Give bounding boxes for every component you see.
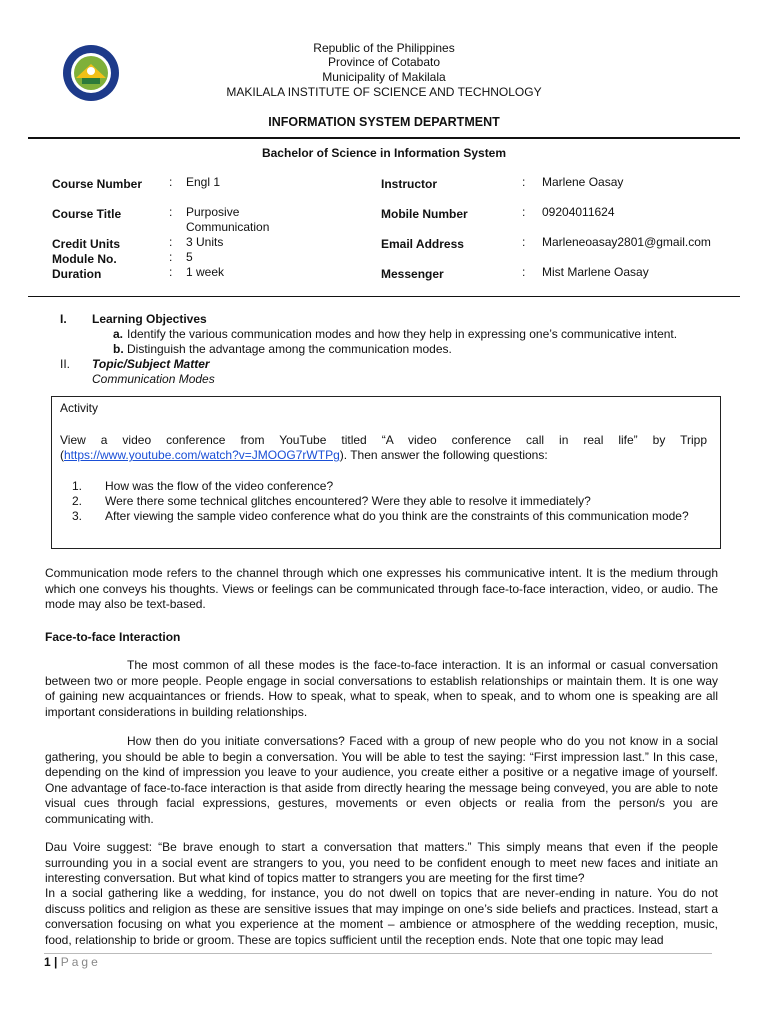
objective-a-text: Identify the various communication modes and how they help in expressing one’s communicative intent. [127, 327, 678, 341]
topic-title: Topic/Subject Matter [92, 357, 210, 371]
header-divider [28, 137, 740, 139]
header-institute: MAKILALA INSTITUTE OF SCIENCE AND TECHNOLOGY [226, 85, 542, 99]
mobile-number-value: 09204011624 [542, 205, 615, 219]
question-2-text: Were there some technical glitches encountered? Were they able to resolve it immediately? [105, 494, 591, 508]
program-title: Bachelor of Science in Information System [261, 146, 507, 160]
course-info-divider [28, 296, 740, 297]
topic-subtitle: Communication Modes [92, 372, 215, 386]
heading-face-to-face: Face-to-face Interaction [45, 630, 181, 644]
colon: : [169, 175, 173, 189]
department-title: INFORMATION SYSTEM DEPARTMENT [268, 115, 500, 129]
colon: : [169, 235, 173, 249]
instructor-value: Marlene Oasay [542, 175, 624, 189]
footer-divider [44, 953, 712, 954]
activity-title: Activity [60, 401, 99, 415]
colon: : [169, 250, 173, 264]
header-republic: Republic of the Philippines [313, 41, 455, 55]
course-number-value: Engl 1 [186, 175, 221, 189]
colon: : [522, 205, 526, 219]
page-number: 1 [44, 955, 51, 969]
question-1-text: How was the flow of the video conference? [105, 479, 334, 493]
module-no-value: 5 [186, 250, 193, 264]
paragraph-dau-voire: Dau Voire suggest: “Be brave enough to start a conversation that matters.” This simply means that even if the people surrounding you in a social event are strangers to you, you need to be confident enough to meet new faces and initiate an interesting conversation. But what kind of topics matter to strangers you are meeting for the first time? [45, 840, 718, 885]
duration-value: 1 week [186, 265, 225, 279]
activity-intro-tail: ). Then answer the following questions: [339, 448, 548, 462]
topic-numeral: II. [60, 357, 71, 371]
objective-a-label: a. [113, 327, 124, 341]
objective-b-text: Distinguish the advantage among the communication modes. [127, 342, 452, 356]
messenger-label: Messenger [381, 267, 444, 281]
colon: : [522, 235, 526, 249]
paragraph-social-gathering: In a social gathering like a wedding, for instance, you do not dwell on topics that are never-ending in nature. You do not discuss politics and religion as these are sensitive issues that may impinge on one’s side beliefs and practices. Instead, start a conversation focusing on what you experience at the moment – ambience or atmosphere of the wedding reception, music, food, relationship to bride or groom. These are topics sufficient until the reception ends. Note that one topic may lead [45, 886, 718, 947]
course-title-value-line2: Communication [186, 220, 270, 234]
email-address-value: Marleneoasay2801@gmail.com [542, 235, 711, 249]
module-no-label: Module No. [52, 252, 117, 266]
header-municipality: Municipality of Makilala [322, 70, 446, 84]
course-title-label: Course Title [52, 207, 122, 221]
paragraph-initiate-conversations: How then do you initiate conversations? Faced with a group of new people who do you not know in a social gathering, you should be able to begin a conversation. You will be able to test the saying: “First impression last.” In this case, depending on the kind of impression you leave to your audience, you create either a positive or a negative image of yourself. One advantage of face-to-face interaction is that aside from directly hearing the message being conveyed, you are able to note visual cues through facial expressions, gestures, movements or even objects or realia from the person/s you are communicating with. [45, 734, 718, 826]
objectives-numeral: I. [60, 312, 67, 326]
question-3-number: 3. [72, 509, 83, 523]
activity-intro-line1: View a video conference from YouTube titled “A video conference call in real life” by Tripp [60, 433, 707, 447]
mobile-number-label: Mobile Number [381, 207, 468, 221]
instructor-label: Instructor [381, 177, 438, 191]
question-1-number: 1. [72, 479, 83, 493]
activity-intro-line2 [60, 448, 548, 462]
header-province: Province of Cotabato [327, 55, 441, 69]
messenger-value: Mist Marlene Oasay [542, 265, 649, 279]
objective-b-label: b. [113, 342, 124, 356]
objectives-title: Learning Objectives [92, 312, 207, 326]
page-separator: | [54, 955, 58, 969]
credit-units-value: 3 Units [186, 235, 224, 249]
question-2-number: 2. [72, 494, 83, 508]
course-title-value-line1: Purposive [186, 205, 240, 219]
paren-open: ( [60, 448, 64, 462]
question-3-text: After viewing the sample video conference what do you think are the constraints of this communication mode? [105, 509, 689, 523]
email-address-label: Email Address [381, 237, 464, 251]
paragraph-f2f-intro: The most common of all these modes is the face-to-face interaction. It is an informal or casual conversation between two or more people. People engage in social conversations to establish relationships or maintain them. It is one way of gaining new acquaintances or friends. How to speak, what to speak, when to speak, and to whom one is speaking are all important considerations in building relationships. [45, 658, 718, 719]
course-number-label: Course Number [52, 177, 143, 191]
colon: : [169, 205, 173, 219]
page-word: Page [60, 955, 101, 969]
paragraph-communication-mode: Communication mode refers to the channel through which one expresses his communicative intent. It is the medium through which one conveys his thoughts. Views or feelings can be communicated through face-to-face interaction, video, or audio. The mode may also be text-based. [45, 566, 718, 611]
colon: : [169, 265, 173, 279]
page-footer [44, 955, 101, 969]
colon: : [522, 265, 526, 279]
youtube-link[interactable]: https://www.youtube.com/watch?v=JMOOG7rWTPg [64, 448, 340, 462]
credit-units-label: Credit Units [52, 237, 121, 251]
duration-label: Duration [52, 267, 102, 281]
colon: : [522, 175, 526, 189]
activity-box [51, 396, 721, 549]
